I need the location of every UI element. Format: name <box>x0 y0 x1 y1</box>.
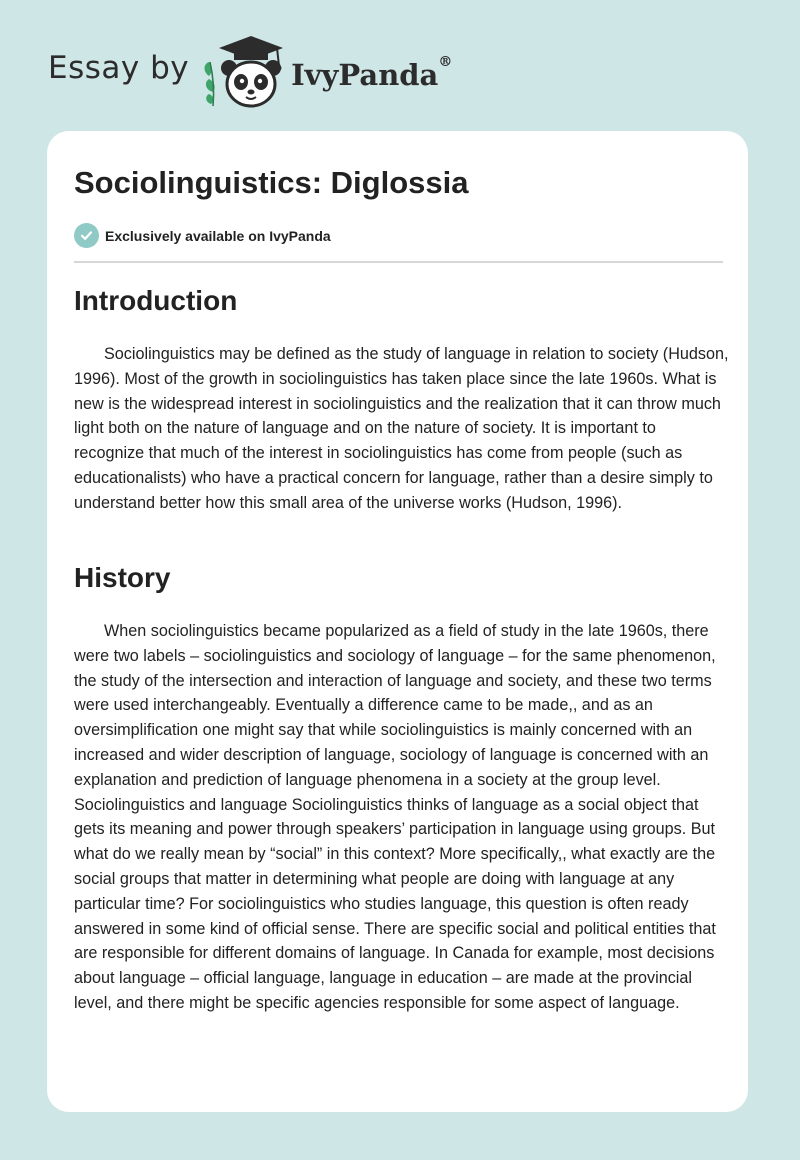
introduction-paragraph: Sociolinguistics may be defined as the study of language in relation to society (Hudson, 1996). Most of the growth in sociolinguistics has taken place since the late 1960s. What is new is the widespread interest in sociolinguistics and the realization that it can throw much light both on the nature of language and on the nature of society. It is important to recognize that much of the interest in sociolinguistics has come from people (such as educationalists) who have a practical concern for language, rather than a desire simply to understand better how this small area of the universe works (Hudson, 1996). <box>74 345 729 512</box>
brand-name[interactable] <box>291 54 453 92</box>
section-heading-history: History <box>74 562 171 593</box>
brand-name-text: IvyPanda <box>291 58 439 92</box>
panda-graduate-logo-icon[interactable] <box>201 34 287 110</box>
section-heading-introduction: Introduction <box>74 285 238 316</box>
exclusive-badge <box>74 223 331 248</box>
registered-mark: ® <box>438 54 453 70</box>
page-title: Sociolinguistics: Diglossia <box>74 165 469 200</box>
history-paragraph: When sociolinguistics became popularized as a field of study in the late 1960s, there were two labels – sociolinguistics and sociology of language – for the same phenomenon, the study of the intersection and interaction of language and society, and these two terms were used interchangeably. Eventually a difference came to be made,, and as an oversimplification one might say that while sociolinguistics is mainly concerned with an increased and wider description of language, sociology of language is concerned with an explanation and prediction of language phenomena in a society at the group level. Sociolinguistics and language Sociolinguistics thinks of language as a social object that gets its meaning and power through speakers’ participation in language using groups. But what do we really mean by “social” in this context? More specifically,, what exactly are the social groups that matter in determining what people are doing with language at any particular time? For sociolinguistics who studies language, this question is often ready answered in some kind of official sense. There are specific social and political entities that are responsible for different domains of language. In Canada for example, most decisions about language – official language, language in education – are made at the provincial level, and there might be specific agencies responsible for some aspect of language. <box>74 622 716 1012</box>
site-header <box>48 34 452 110</box>
title-divider <box>74 261 723 263</box>
essay-card <box>47 131 748 1112</box>
checkmark-icon <box>74 223 99 248</box>
essay-by-label: Essay by <box>48 50 190 86</box>
exclusive-badge-text: Exclusively available on IvyPanda <box>105 227 331 244</box>
